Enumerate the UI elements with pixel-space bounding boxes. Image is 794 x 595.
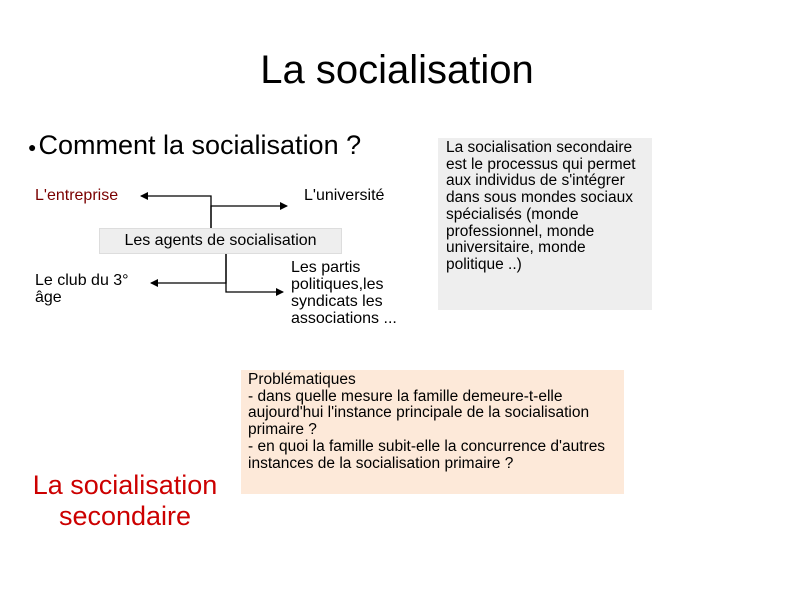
problematique-1: - dans quelle mesure la famille demeure-t-elle aujourd'hui l'instance principale de la socialisation primaire ? xyxy=(248,387,590,439)
label-entreprise: L'entreprise xyxy=(35,187,119,204)
problematiques-heading: Problématiques xyxy=(248,371,356,388)
agents-de-socialisation-box: Les agents de socialisation xyxy=(99,228,342,254)
label-socialisation-secondaire: La socialisation secondaire xyxy=(32,470,218,531)
definition-text: La socialisation secondaire est le processus qui permet aux individus de s'intégrer dans sous mondes sociaux spécialisés (monde professionnel, monde universitaire, monde politique ..) xyxy=(446,139,636,273)
label-club-3e-age: Le club du 3° âge xyxy=(35,272,129,306)
label-partis-syndicats: Les partis politiques,les syndicats les associations ... xyxy=(291,259,397,327)
bullet-dot-icon: ● xyxy=(28,138,37,155)
bullet-question-text: Comment la socialisation ? xyxy=(38,130,362,160)
slide-title: La socialisation xyxy=(260,48,534,92)
problematiques-text xyxy=(248,372,620,472)
label-universite: L'université xyxy=(304,187,385,204)
problematique-2: - en quoi la famille subit-elle la concurrence d'autres instances de la socialisation primaire ? xyxy=(248,437,606,472)
